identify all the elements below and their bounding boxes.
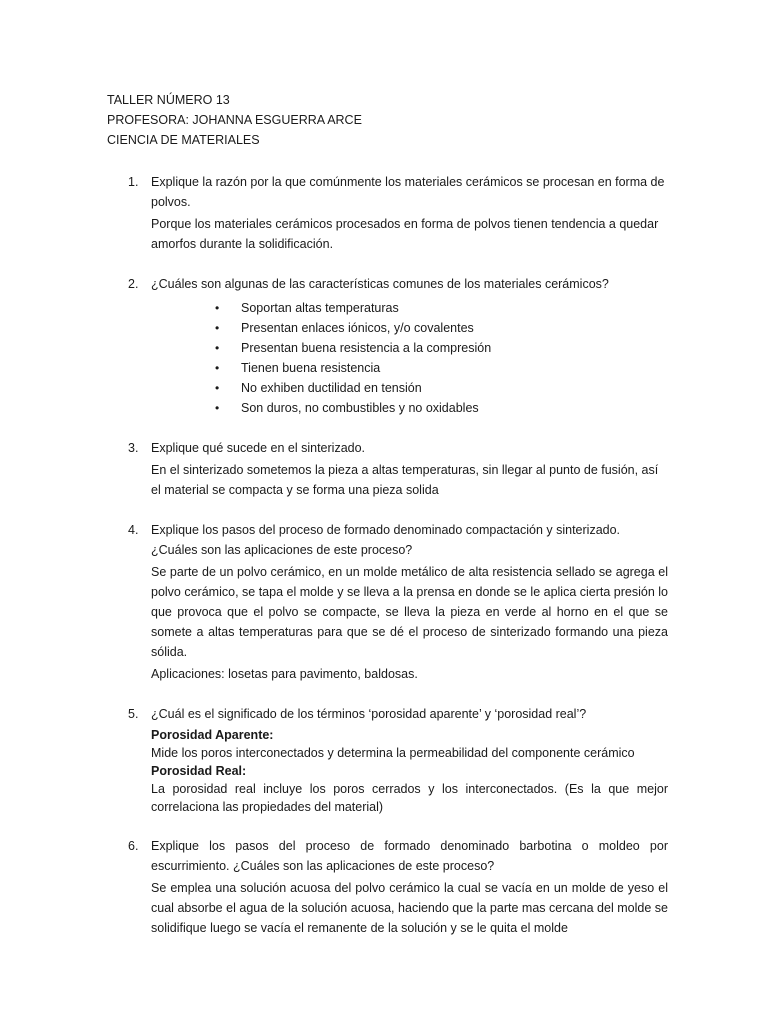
answer-text: Porque los materiales cerámicos procesados en forma de polvos tienen tendencia a quedar amorfos durante la solidificación.: [151, 217, 659, 251]
professor-line: PROFESORA: JOHANNA ESGUERRA ARCE: [107, 113, 362, 127]
question-5: [107, 704, 668, 816]
question-text: ¿Cuáles son algunas de las características comunes de los materiales cerámicos?: [151, 277, 609, 291]
term-apparent-porosity: Porosidad Aparente:: [151, 728, 274, 742]
list-item-text: No exhiben ductilidad en tensión: [241, 381, 422, 395]
workshop-title: TALLER NÚMERO 13: [107, 93, 230, 107]
question-3: [107, 438, 668, 500]
answer-text: Se emplea una solución acuosa del polvo cerámico la cual se vacía en un molde de yeso el cual absorbe el agua de la solución acuosa, haciendo que la parte mas cercana del molde se solidifique luego se vacía el remanente de la solución y se le quita el molde: [151, 881, 668, 935]
bullet-icon: •: [215, 361, 220, 375]
question-text: Explique la razón por la que comúnmente los materiales cerámicos se procesan en forma de polvos.: [151, 175, 665, 209]
definition-apparent-porosity: Mide los poros interconectados y determina la permeabilidad del componente cerámico: [151, 746, 635, 760]
list-item-text: Presentan buena resistencia a la compresión: [241, 341, 492, 355]
question-2: [107, 274, 668, 418]
bullet-icon: •: [215, 341, 220, 355]
question-number: 6.: [128, 839, 139, 853]
list-item: [215, 358, 668, 378]
answer-text: Se parte de un polvo cerámico, en un molde metálico de alta resistencia sellado se agrega el polvo cerámico, se tapa el molde y se lleva a la prensa en donde se le aplica cierta presión lo que provoca que el polvo se compacte, se lleva la pieza en verde al horno en el que se somete a altas temperaturas para que se dé el proceso de sinterizado formando una pieza sólida.: [151, 565, 668, 659]
question-text: ¿Cuál es el significado de los términos ‘porosidad aparente’ y ‘porosidad real’?: [151, 707, 587, 721]
list-item: [215, 298, 668, 318]
question-number: 5.: [128, 707, 139, 721]
list-item-text: Soportan altas temperaturas: [241, 301, 399, 315]
characteristics-list: [151, 298, 668, 418]
list-item-text: Tienen buena resistencia: [241, 361, 381, 375]
list-item: [215, 378, 668, 398]
list-item: [215, 338, 668, 358]
list-item-text: Presentan enlaces iónicos, y/o covalentes: [241, 321, 474, 335]
term-real-porosity: Porosidad Real:: [151, 764, 247, 778]
question-text: Explique los pasos del proceso de formado denominado compactación y sinterizado. ¿Cuáles son las aplicaciones de este proceso?: [151, 523, 621, 557]
question-list: [107, 172, 668, 938]
applications-text: Aplicaciones: losetas para pavimento, baldosas.: [151, 667, 418, 681]
definition-real-porosity: La porosidad real incluye los poros cerrados y los interconectados. (Es la que mejor correlaciona las propiedades del material): [151, 782, 668, 814]
course-name: CIENCIA DE MATERIALES: [107, 133, 260, 147]
document-header: [107, 90, 668, 150]
question-text: Explique qué sucede en el sinterizado.: [151, 441, 366, 455]
answer-text: En el sinterizado sometemos la pieza a altas temperaturas, sin llegar al punto de fusión, así el material se compacta y se forma una pieza solida: [151, 463, 659, 497]
bullet-icon: •: [215, 321, 220, 335]
question-1: [107, 172, 668, 254]
bullet-icon: •: [215, 301, 220, 315]
bullet-icon: •: [215, 401, 220, 415]
question-number: 3.: [128, 441, 139, 455]
question-number: 4.: [128, 523, 139, 537]
question-6: [107, 836, 668, 938]
question-number: 2.: [128, 277, 139, 291]
list-item: [215, 398, 668, 418]
bullet-icon: •: [215, 381, 220, 395]
list-item: [215, 318, 668, 338]
question-number: 1.: [128, 175, 139, 189]
question-text: Explique los pasos del proceso de formado denominado barbotina o moldeo por escurrimiento. ¿Cuáles son las aplicaciones de este proceso?: [151, 839, 668, 873]
list-item-text: Son duros, no combustibles y no oxidables: [241, 401, 479, 415]
question-4: [107, 520, 668, 684]
